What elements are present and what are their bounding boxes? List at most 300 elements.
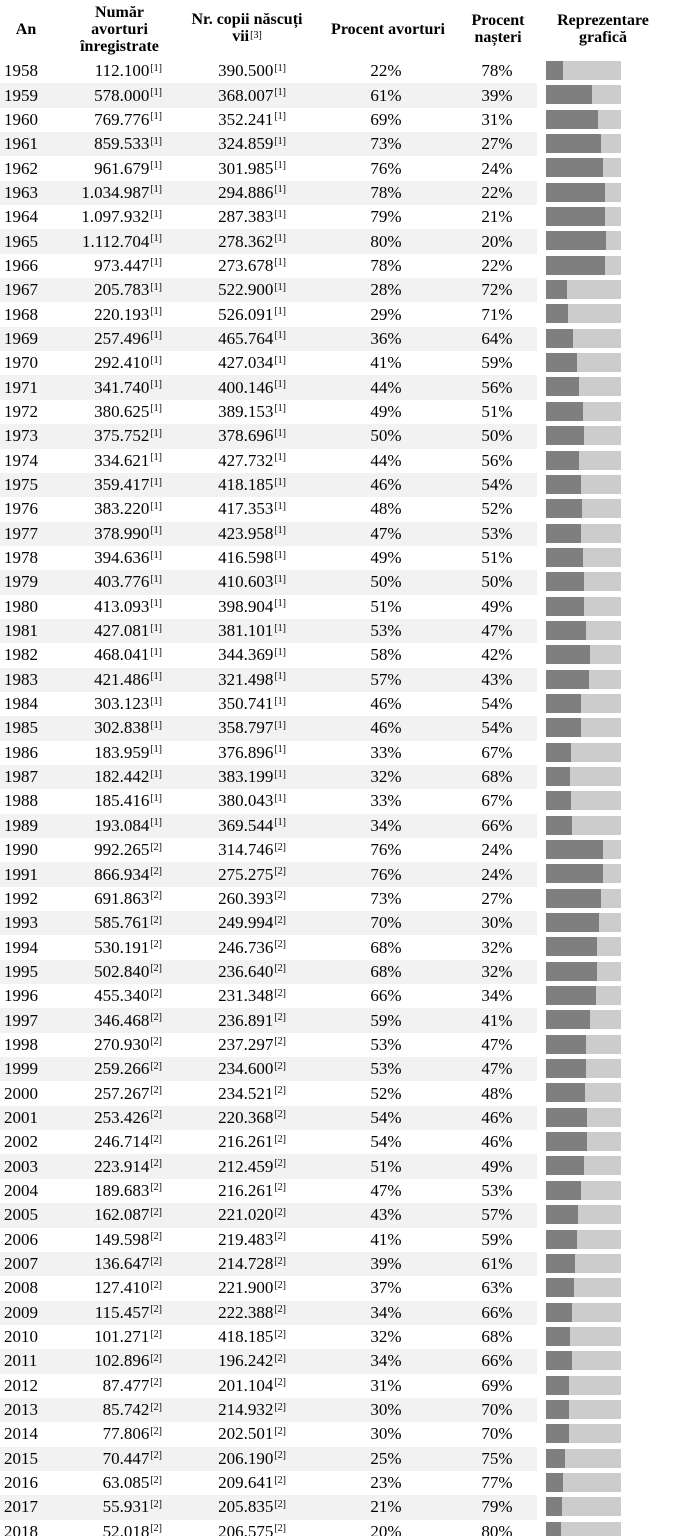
abortions-ref[interactable]: [2]	[150, 1474, 162, 1486]
births-ref[interactable]: [1]	[274, 87, 286, 99]
births-cell	[218, 83, 286, 107]
abortions-value: 292.410	[94, 353, 150, 373]
percent-abortions-cell: 70%	[370, 913, 402, 933]
abortions-ref[interactable]: [2]	[150, 1304, 162, 1316]
abortions-cell	[94, 765, 162, 789]
table-row	[0, 327, 683, 351]
abortions-cell	[94, 132, 162, 156]
births-ref[interactable]: [1]	[274, 257, 286, 269]
abortions-ref[interactable]: [1]	[150, 695, 162, 707]
percent-abortions-cell: 49%	[370, 548, 402, 568]
percentage-bar	[546, 475, 621, 494]
abortions-ref[interactable]: [1]	[150, 817, 162, 829]
abortions-ref[interactable]: [1]	[150, 354, 162, 366]
births-ref[interactable]: [1]	[274, 379, 286, 391]
year-cell: 2011	[4, 1351, 38, 1371]
births-ref[interactable]: [1]	[274, 135, 286, 147]
births-cell	[218, 1374, 286, 1398]
abortions-value: 246.714	[94, 1132, 150, 1152]
abortions-value: 375.752	[94, 426, 150, 446]
births-ref[interactable]: [1]	[274, 525, 286, 537]
births-cell	[218, 1398, 286, 1422]
births-cell	[218, 1422, 286, 1446]
percentage-bar-fill	[546, 1376, 569, 1395]
births-ref[interactable]: [1]	[274, 111, 286, 123]
percentage-bar-fill	[546, 1254, 575, 1273]
percent-births-cell: 61%	[481, 1254, 513, 1274]
table-row	[0, 1398, 683, 1422]
births-ref[interactable]: [1]	[274, 403, 286, 415]
births-ref[interactable]: [2]	[274, 1206, 286, 1218]
births-ref[interactable]: [1]	[274, 427, 286, 439]
percent-births-cell: 80%	[481, 1521, 513, 1536]
percentage-bar-fill	[546, 1351, 572, 1370]
abortions-cell	[94, 570, 162, 594]
abortions-cell	[94, 1130, 162, 1154]
percent-births-cell: 24%	[481, 158, 513, 178]
births-ref[interactable]: [1]	[274, 208, 286, 220]
table-row	[0, 1349, 683, 1373]
births-ref[interactable]: [1]	[274, 62, 286, 74]
table-row	[0, 1495, 683, 1519]
abortions-ref[interactable]: [1]	[150, 598, 162, 610]
births-value: 383.199	[218, 767, 274, 787]
abortions-value: 341.740	[94, 377, 150, 397]
table-row	[0, 643, 683, 667]
births-ref[interactable]: [1]	[274, 622, 286, 634]
abortions-ref[interactable]: [2]	[150, 914, 162, 926]
abortions-cell	[94, 1252, 162, 1276]
percent-abortions-cell: 61%	[370, 85, 402, 105]
abortions-ref[interactable]: [1]	[150, 379, 162, 391]
percentage-bar	[546, 377, 621, 396]
abortions-value: 502.840	[94, 961, 150, 981]
abortions-ref[interactable]: [1]	[150, 87, 162, 99]
births-ref[interactable]: [2]	[274, 1231, 286, 1243]
year-cell: 1981	[4, 621, 38, 641]
abortions-ref[interactable]: [1]	[150, 500, 162, 512]
births-ref[interactable]: [2]	[274, 1425, 286, 1437]
births-ref[interactable]: [1]	[274, 330, 286, 342]
percentage-bar	[546, 694, 621, 713]
percent-births-cell: 57%	[481, 1205, 513, 1225]
abortions-value: 383.220	[94, 499, 150, 519]
percent-abortions-cell: 50%	[370, 572, 402, 592]
abortions-value: 1.112.704	[81, 231, 150, 251]
abortions-ref[interactable]: [1]	[150, 671, 162, 683]
percentage-bar-fill	[546, 353, 577, 372]
abortions-cell	[94, 351, 162, 375]
abortions-ref[interactable]: [2]	[150, 1109, 162, 1121]
births-ref[interactable]: [2]	[274, 1279, 286, 1291]
births-ref[interactable]: [2]	[274, 1012, 286, 1024]
births-ref[interactable]: [1]	[274, 646, 286, 658]
abortions-ref[interactable]: [2]	[150, 1425, 162, 1437]
header-nascuti	[177, 0, 317, 58]
table-row	[0, 619, 683, 643]
births-ref[interactable]: [2]	[274, 1498, 286, 1510]
year-cell: 2014	[4, 1424, 38, 1444]
births-ref[interactable]: [2]	[274, 1328, 286, 1340]
percent-abortions-cell: 76%	[370, 864, 402, 884]
percentage-bar-fill	[546, 231, 606, 250]
births-ref[interactable]: [1]	[274, 792, 286, 804]
abortions-ref[interactable]: [1]	[150, 281, 162, 293]
percent-abortions-cell: 33%	[370, 791, 402, 811]
births-ref[interactable]: [2]	[274, 890, 286, 902]
year-cell: 2016	[4, 1473, 38, 1493]
percentage-bar-fill	[546, 1303, 572, 1322]
abortions-ref[interactable]: [2]	[150, 1085, 162, 1097]
abortions-cell	[103, 1471, 162, 1495]
births-ref[interactable]: [1]	[274, 598, 286, 610]
abortions-cell	[94, 1276, 162, 1300]
births-ref[interactable]: [2]	[274, 1377, 286, 1389]
abortions-ref[interactable]: [2]	[150, 963, 162, 975]
table-row	[0, 887, 683, 911]
abortions-cell	[94, 692, 162, 716]
abortions-value: 149.598	[94, 1229, 150, 1249]
abortions-cell	[94, 960, 162, 984]
abortions-cell	[94, 449, 162, 473]
births-value: 287.383	[218, 207, 274, 227]
abortions-ref[interactable]: [2]	[150, 1231, 162, 1243]
header-reprezentare-line1: Reprezentare	[557, 12, 649, 29]
abortions-ref[interactable]: [1]	[150, 330, 162, 342]
abortions-ref[interactable]: [1]	[150, 208, 162, 220]
year-cell: 1978	[4, 548, 38, 568]
births-ref[interactable]: [2]	[274, 963, 286, 975]
births-ref[interactable]: [2]	[274, 1255, 286, 1267]
abortions-ref[interactable]: [1]	[150, 233, 162, 245]
percent-births-cell: 27%	[481, 134, 513, 154]
year-cell: 1965	[4, 231, 38, 251]
percent-abortions-cell: 53%	[370, 1034, 402, 1054]
abortions-ref[interactable]: [2]	[150, 939, 162, 951]
percent-births-cell: 47%	[481, 1059, 513, 1079]
percent-abortions-cell: 39%	[370, 1254, 402, 1274]
abortions-ref[interactable]: [1]	[150, 525, 162, 537]
header-an-label: An	[15, 20, 37, 38]
births-ref[interactable]: [2]	[274, 1133, 286, 1145]
abortions-ref[interactable]: [1]	[150, 184, 162, 196]
percentage-bar-fill	[546, 718, 581, 737]
births-cell	[218, 302, 286, 326]
abortions-cell	[103, 1447, 162, 1471]
abortions-value: 220.193	[94, 304, 150, 324]
percentage-bar-fill	[546, 304, 568, 323]
abortions-cell	[95, 1301, 162, 1325]
births-ref[interactable]: [2]	[274, 1085, 286, 1097]
births-cell	[218, 522, 286, 546]
births-ref[interactable]: [2]	[274, 1158, 286, 1170]
abortions-ref[interactable]: [2]	[150, 1523, 162, 1535]
percent-abortions-cell: 47%	[370, 1180, 402, 1200]
percentage-bar	[546, 1351, 621, 1370]
percentage-bar	[546, 548, 621, 567]
abortions-ref[interactable]: [2]	[150, 1158, 162, 1170]
percentage-bar-fill	[546, 791, 571, 810]
percentage-bar-fill	[546, 743, 571, 762]
percentage-bar-fill	[546, 451, 579, 470]
abortions-ref[interactable]: [1]	[150, 476, 162, 488]
abortions-ref[interactable]: [2]	[150, 1450, 162, 1462]
births-ref[interactable]: [1]	[274, 671, 286, 683]
births-ref[interactable]: [2]	[274, 1036, 286, 1048]
abortions-ref[interactable]: [1]	[150, 744, 162, 756]
abortions-ref[interactable]: [2]	[150, 866, 162, 878]
abortions-ref[interactable]: [1]	[150, 403, 162, 415]
percentage-bar-fill	[546, 1230, 577, 1249]
births-ref[interactable]: [1]	[274, 233, 286, 245]
abortions-value: 136.647	[94, 1254, 150, 1274]
births-value: 416.598	[218, 548, 274, 568]
births-value: 234.521	[218, 1083, 274, 1103]
births-cell	[218, 789, 286, 813]
header-reprezentare	[548, 0, 658, 58]
births-ref[interactable]: [2]	[274, 1109, 286, 1121]
percentage-bar	[546, 1278, 621, 1297]
percent-births-cell: 46%	[481, 1132, 513, 1152]
percent-births-cell: 30%	[481, 913, 513, 933]
abortions-cell	[94, 1228, 162, 1252]
year-cell: 1976	[4, 499, 38, 519]
births-ref[interactable]: [2]	[274, 1304, 286, 1316]
abortions-ref[interactable]: [2]	[150, 1060, 162, 1072]
abortions-ref[interactable]: [1]	[150, 573, 162, 585]
percentage-bar-fill	[546, 1400, 569, 1419]
year-cell: 2002	[4, 1132, 38, 1152]
table-row	[0, 595, 683, 619]
abortions-value: 87.477	[102, 1375, 150, 1395]
births-ref[interactable]: [2]	[274, 866, 286, 878]
births-ref[interactable]: [1]	[274, 549, 286, 561]
births-value: 278.362	[218, 231, 274, 251]
births-ref[interactable]: [1]	[274, 500, 286, 512]
abortions-value: 115.457	[94, 1302, 150, 1322]
abortions-ref[interactable]: [2]	[150, 1498, 162, 1510]
abortions-cell	[94, 327, 162, 351]
births-ref[interactable]: [2]	[274, 1352, 286, 1364]
percentage-bar-fill	[546, 889, 601, 908]
births-value: 246.736	[218, 937, 274, 957]
table-row	[0, 156, 683, 180]
births-cell	[218, 1301, 286, 1325]
births-value: 352.241	[218, 109, 274, 129]
abortions-cell	[94, 302, 162, 326]
abortions-cell	[94, 497, 162, 521]
percent-abortions-cell: 22%	[370, 61, 402, 81]
percentage-bar	[546, 1424, 621, 1443]
births-ref[interactable]: [2]	[274, 987, 286, 999]
year-cell: 1994	[4, 937, 38, 957]
percentage-bar	[546, 1108, 621, 1127]
year-cell: 1990	[4, 840, 38, 860]
births-ref[interactable]: [2]	[274, 841, 286, 853]
table-row	[0, 1520, 683, 1536]
births-ref[interactable]: [1]	[274, 768, 286, 780]
percent-births-cell: 51%	[481, 401, 513, 421]
table-row	[0, 960, 683, 984]
births-ref[interactable]: [2]	[274, 1450, 286, 1462]
abortions-value: 691.863	[94, 888, 150, 908]
abortions-ref[interactable]: [1]	[150, 111, 162, 123]
abortions-ref[interactable]: [2]	[150, 1401, 162, 1413]
abortions-ref[interactable]: [1]	[150, 622, 162, 634]
births-ref[interactable]: [1]	[274, 452, 286, 464]
abortions-ref[interactable]: [1]	[150, 646, 162, 658]
percent-births-cell: 77%	[481, 1473, 513, 1493]
abortions-ref[interactable]: [1]	[150, 160, 162, 172]
percentage-bar	[546, 743, 621, 762]
abortions-value: 421.486	[94, 669, 150, 689]
header-avorturi-line3: înregistrate	[80, 37, 159, 55]
percent-births-cell: 46%	[481, 1107, 513, 1127]
percent-births-cell: 68%	[481, 1327, 513, 1347]
percent-births-cell: 52%	[481, 499, 513, 519]
percent-births-cell: 75%	[481, 1448, 513, 1468]
table-header	[0, 0, 683, 58]
births-value: 350.741	[218, 694, 274, 714]
percentage-bar	[546, 986, 621, 1005]
births-ref[interactable]: [1]	[274, 744, 286, 756]
abortions-ref[interactable]: [2]	[150, 1036, 162, 1048]
births-ref[interactable]: [1]	[274, 573, 286, 585]
table-row	[0, 716, 683, 740]
abortions-value: 859.533	[94, 134, 150, 154]
year-cell: 1959	[4, 85, 38, 105]
abortions-ref[interactable]: [1]	[150, 427, 162, 439]
percent-abortions-cell: 28%	[370, 280, 402, 300]
abortions-ref[interactable]: [1]	[150, 719, 162, 731]
abortions-ref[interactable]: [1]	[150, 792, 162, 804]
table-row	[0, 814, 683, 838]
percentage-bar	[546, 1230, 621, 1249]
abortions-ref[interactable]: [1]	[150, 306, 162, 318]
percentage-bar	[546, 621, 621, 640]
percent-births-cell: 68%	[481, 767, 513, 787]
abortions-ref[interactable]: [2]	[150, 987, 162, 999]
births-ref[interactable]: [1]	[274, 695, 286, 707]
percentage-bar-fill	[546, 548, 583, 567]
births-value: 314.746	[218, 840, 274, 860]
abortions-ref[interactable]: [2]	[150, 1377, 162, 1389]
percent-abortions-cell: 80%	[370, 231, 402, 251]
table-row	[0, 741, 683, 765]
births-cell	[218, 1106, 286, 1130]
percentage-bar	[546, 791, 621, 810]
abortions-value: 346.468	[94, 1010, 150, 1030]
abortions-ref[interactable]: [2]	[150, 1012, 162, 1024]
births-ref[interactable]: [2]	[274, 1401, 286, 1413]
births-cell	[218, 960, 286, 984]
abortions-ref[interactable]: [2]	[150, 1328, 162, 1340]
births-ref[interactable]: [1]	[274, 184, 286, 196]
births-ref[interactable]: [2]	[274, 939, 286, 951]
abortions-ref[interactable]: [2]	[150, 1279, 162, 1291]
abortions-value: 585.761	[94, 913, 150, 933]
percentage-bar-fill	[546, 840, 603, 859]
abortions-ref[interactable]: [2]	[150, 1182, 162, 1194]
births-ref[interactable]: [2]	[274, 1474, 286, 1486]
abortions-ref[interactable]: [2]	[150, 1133, 162, 1145]
percentage-bar-fill	[546, 1059, 586, 1078]
births-ref[interactable]: [1]	[274, 354, 286, 366]
births-ref[interactable]: [2]	[274, 914, 286, 926]
births-ref[interactable]: [1]	[274, 719, 286, 731]
births-cell	[218, 59, 286, 83]
abortions-ref[interactable]: [1]	[150, 62, 162, 74]
abortions-value: 394.636	[94, 548, 150, 568]
abortions-ref[interactable]: [1]	[150, 768, 162, 780]
births-value: 216.261	[218, 1132, 274, 1152]
abortions-cell	[94, 716, 162, 740]
year-cell: 1962	[4, 158, 38, 178]
percentage-bar-fill	[546, 864, 603, 883]
table-row	[0, 205, 683, 229]
births-cell	[218, 838, 286, 862]
births-cell	[218, 1154, 286, 1178]
abortions-ref[interactable]: [1]	[150, 452, 162, 464]
births-cell	[218, 1447, 286, 1471]
births-ref[interactable]: [1]	[274, 160, 286, 172]
abortions-ref[interactable]: [1]	[150, 549, 162, 561]
births-ref[interactable]: [1]	[274, 306, 286, 318]
percent-births-cell: 32%	[481, 961, 513, 981]
births-ref[interactable]: [2]	[274, 1060, 286, 1072]
abortions-ref[interactable]: [2]	[150, 1352, 162, 1364]
abortions-ref[interactable]: [2]	[150, 1206, 162, 1218]
abortions-ref[interactable]: [1]	[150, 257, 162, 269]
table-row	[0, 83, 683, 107]
percentage-bar	[546, 402, 621, 421]
percent-abortions-cell: 54%	[370, 1107, 402, 1127]
percentage-bar	[546, 329, 621, 348]
percent-abortions-cell: 23%	[370, 1473, 402, 1493]
table-row	[0, 765, 683, 789]
abortions-value: 55.931	[102, 1497, 150, 1517]
births-ref[interactable]: [2]	[274, 1182, 286, 1194]
percentage-bar-fill	[546, 475, 581, 494]
births-ref[interactable]: [1]	[274, 476, 286, 488]
percentage-bar-fill	[546, 1083, 585, 1102]
births-ref[interactable]: [2]	[274, 1523, 286, 1535]
percentage-bar	[546, 524, 621, 543]
percentage-bar	[546, 353, 621, 372]
births-cell	[218, 181, 286, 205]
abortions-ref[interactable]: [2]	[150, 890, 162, 902]
percentage-bar	[546, 597, 621, 616]
percentage-bar	[546, 499, 621, 518]
table-row	[0, 546, 683, 570]
percentage-bar-fill	[546, 1108, 587, 1127]
births-cell	[218, 619, 286, 643]
births-ref[interactable]: [1]	[274, 817, 286, 829]
abortions-ref[interactable]: [1]	[150, 135, 162, 147]
percentage-bar-fill	[546, 402, 583, 421]
abortions-ref[interactable]: [2]	[150, 841, 162, 853]
abortions-ref[interactable]: [2]	[150, 1255, 162, 1267]
abortions-value: 183.959	[94, 742, 150, 762]
percentage-bar	[546, 1035, 621, 1054]
abortions-value: 961.679	[94, 158, 150, 178]
abortions-value: 257.267	[94, 1083, 150, 1103]
births-value: 381.101	[218, 621, 274, 641]
births-ref[interactable]: [1]	[274, 281, 286, 293]
percentage-bar	[546, 937, 621, 956]
percent-births-cell: 48%	[481, 1083, 513, 1103]
table-row	[0, 1106, 683, 1130]
